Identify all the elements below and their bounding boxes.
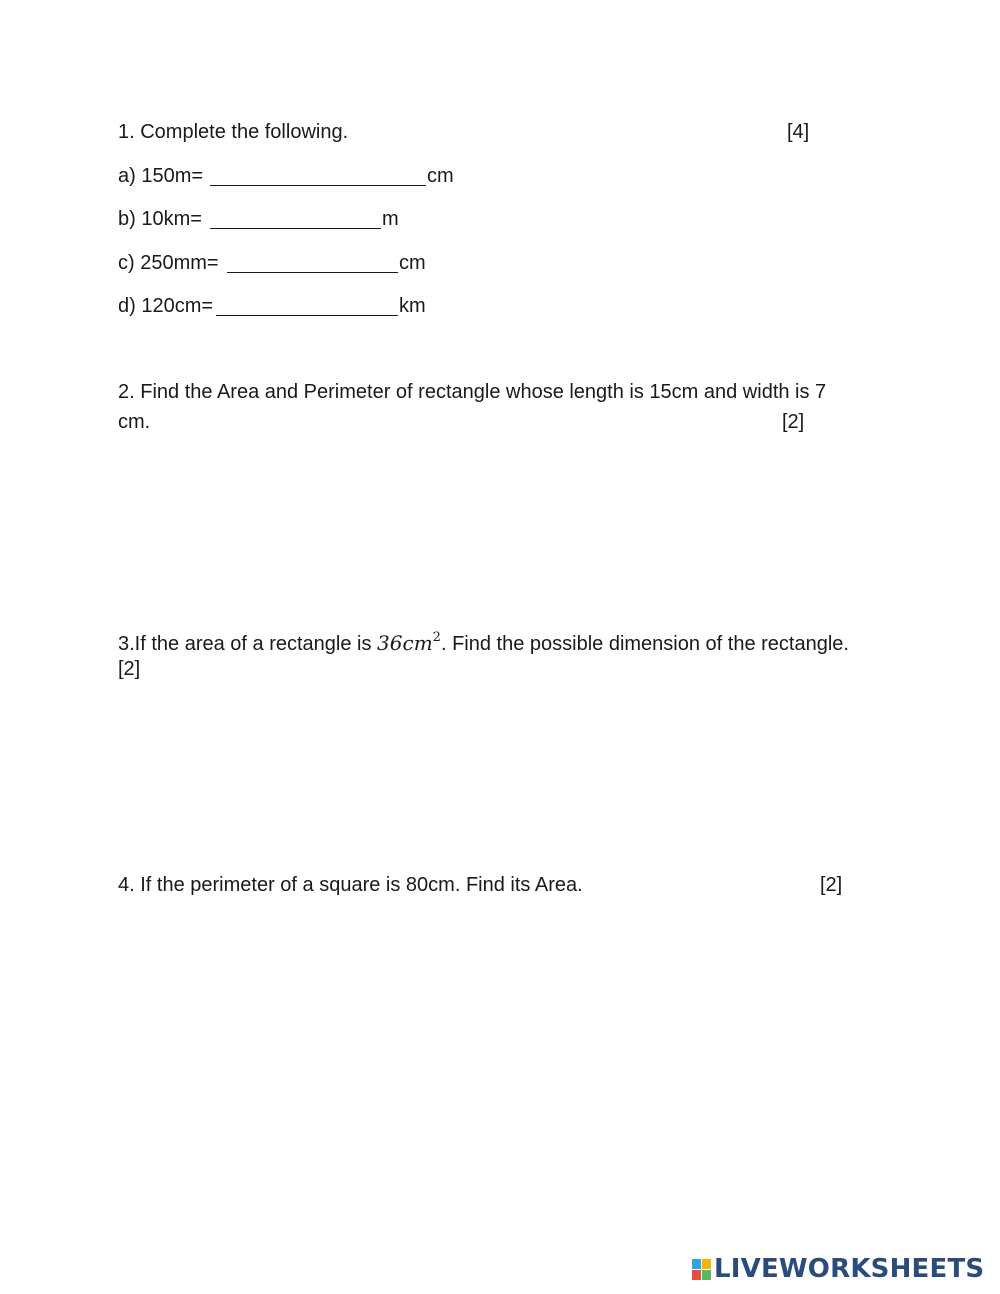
- q2-marks: [2]: [782, 411, 805, 433]
- q1a-unit: cm: [427, 165, 454, 187]
- cube-e: [702, 1270, 711, 1280]
- brand-text: LIVEWORKSHEETS: [714, 1254, 985, 1284]
- q1d-unit: km: [399, 295, 426, 317]
- q1c-answer-input[interactable]: [227, 251, 398, 273]
- q2-text-line2: cm.: [118, 411, 151, 433]
- q1c-prefix: c) 250mm=: [118, 252, 219, 274]
- cubes-icon: [692, 1259, 711, 1280]
- q3-prefix: 3.If the area of a rectangle is: [118, 633, 378, 655]
- cube-v: [692, 1270, 701, 1280]
- q1b-unit: m: [382, 208, 399, 230]
- q4-text: 4. If the perimeter of a square is 80cm. Find its Area.: [118, 874, 583, 896]
- q3-suffix: . Find the possible dimension of the rectangle.: [440, 633, 849, 655]
- q1d-answer-input[interactable]: [216, 294, 398, 316]
- q2-text-line1: 2. Find the Area and Perimeter of rectangle whose length is 15cm and width is 7: [118, 381, 827, 403]
- q1b-answer-input[interactable]: [210, 207, 381, 229]
- q1b-prefix: b) 10km=: [118, 208, 202, 230]
- q1-heading: 1. Complete the following.: [118, 121, 349, 143]
- cube-l: [692, 1259, 701, 1269]
- liveworksheets-logo: [692, 1256, 984, 1282]
- q1-marks: [4]: [787, 121, 810, 143]
- q3-math: $36cm^2$: [377, 630, 441, 655]
- q1a-answer-input[interactable]: [210, 164, 426, 186]
- q1c-unit: cm: [399, 252, 426, 274]
- q1d-prefix: d) 120cm=: [118, 295, 214, 317]
- q4-marks: [2]: [820, 874, 843, 896]
- cube-i: [702, 1259, 711, 1269]
- q3-marks: [2]: [118, 658, 141, 680]
- q1a-prefix: a) 150m=: [118, 165, 204, 187]
- q3-text: [118, 626, 849, 656]
